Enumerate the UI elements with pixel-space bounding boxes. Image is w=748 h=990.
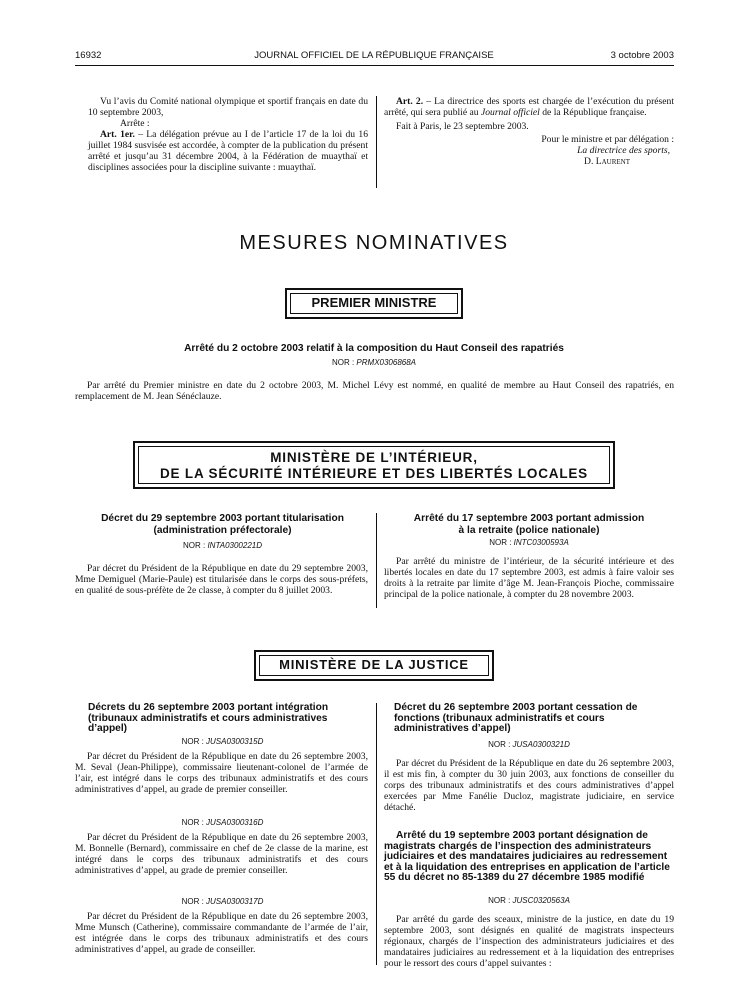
top-right-column (384, 96, 674, 167)
interieur-divider (376, 513, 377, 608)
justice-left-text-3: Par décret du Président de la République en date du 26 septembre 2003, Mme Munsch (Catherine), commissaire commandante de l’armée de l’air, est intégrée dans le corps des tribunaux administratifs et des cours administratives d’appel, au grade de conseiller. (75, 911, 368, 955)
justice-right-text-2: Par arrêté du garde des sceaux, ministre de la justice, en date du 19 septembre 2003, sont désignés en qualité de magistrats inspecteurs régionaux, chargés de l’inspection des administrateurs judiciaires et des mandataires judiciaires au redressement et à la liquidation des entreprises pour le ressort des cours d’appel suivantes : (384, 914, 674, 969)
justice-right-nor-1: NOR : JUSA0300321D (488, 740, 570, 749)
journal-title: JOURNAL OFFICIEL DE LA RÉPUBLIQUE FRANÇAISE (254, 50, 494, 61)
justice-right-nor-2: NOR : JUSC0320563A (488, 896, 570, 905)
header-date: 3 octobre 2003 (610, 50, 674, 61)
premier-text: Par arrêté du Premier ministre en date du 2 octobre 2003, M. Michel Lévy est nommé, en qualité de membre au Haut Conseil des rapatriés, en remplacement de M. Jean Sénéclauze. (75, 380, 674, 402)
signature-line-2: La directrice des sports, (577, 145, 670, 156)
justice-right-title-2: Arrêté du 19 septembre 2003 portant désignation de magistrats chargés de l’inspection des administrateurs judiciaires et des mandataires judiciaires au redressement et à la liquidation des entreprises en application de l’article 55 du décret no 85-1389 du 27 décembre 1985 modifié (384, 830, 670, 883)
interieur-box: MINISTÈRE DE L’INTÉRIEUR, DE LA SÉCURITÉ INTÉRIEURE ET DES LIBERTÉS LOCALES (133, 441, 615, 489)
justice-divider (376, 703, 377, 965)
justice-box: MINISTÈRE DE LA JUSTICE (254, 650, 494, 681)
fait-line: Fait à Paris, le 23 septembre 2003. (396, 121, 529, 132)
arrete-label: Arrête : (120, 118, 150, 129)
header-rule (75, 65, 674, 66)
signature-line-3: D. Laurent (584, 156, 630, 167)
interieur-right-text: Par arrêté du ministre de l’intérieur, de la sécurité intérieure et des libertés locales en date du 17 septembre 2003, est admis à faire valoir ses droits à la retraite par limite d’âge M. Jean-François Pioche, commissaire principal de la police nationale, à compter du 28 novembre 2003. (384, 556, 674, 600)
premier-title: Arrêté du 2 octobre 2003 relatif à la composition du Haut Conseil des rapatriés (184, 343, 564, 354)
justice-left-nor-1: NOR : JUSA0300315D (181, 737, 264, 746)
top-left-column (88, 96, 368, 173)
justice-left-text-2: Par décret du Président de la République en date du 26 septembre 2003, M. Bonnelle (Bernard), commissaire en chef de 2e classe de la marine, est intégré dans le corps des tribunaux administratifs et des cours administratives d’appel, au grade de premier conseiller. (75, 832, 368, 876)
justice-left-nor-2: NOR : JUSA0300316D (181, 818, 264, 827)
justice-right-title-1: Décret du 26 septembre 2003 portant cessation de fonctions (tribunaux administratifs et cours administratives d’appel) (394, 702, 638, 734)
interieur-left-nor: NOR : INTA0300221D (182, 541, 262, 550)
premier-nor: NOR : PRMX0306868A (331, 358, 417, 367)
vu-paragraph: Vu l’avis du Comité national olympique et sportif français en date du 10 septembre 2003, (88, 96, 368, 118)
interieur-left-text: Par décret du Président de la République en date du 29 septembre 2003, Mme Demiguel (Marie-Paule) est titularisée dans le corps des sous-préfets, en qualité de sous-préfète de 2e classe, à compter du 8 juillet 2003. (75, 563, 368, 596)
interieur-left-title: Décret du 29 septembre 2003 portant titularisation (administration préfectorale) (101, 513, 344, 536)
article-1-label: Art. 1er. (100, 129, 135, 140)
interieur-right-title: Arrêté du 17 septembre 2003 portant admission à la retraite (police nationale) (413, 513, 645, 536)
article-1: Art. 1er. – La délégation prévue au I de l’article 17 de la loi du 16 juillet 1984 susvisée est accordée, à compter de la publication du présent arrêté et jusqu’au 31 décembre 2004, à la Fédération de muaythaï et disciplines associées pour la discipline suivante : muaythaï. (88, 129, 368, 173)
interieur-right-nor: NOR : INTC0300593A (489, 538, 569, 547)
justice-left-text-1: Par décret du Président de la République en date du 26 septembre 2003, M. Seval (Jean-Philippe), commissaire lieutenant-colonel de l’armée de l’air, est intégré dans le corps des tribunaux administratifs et des cours administratives d’appel, au grade de premier conseiller. (75, 751, 368, 795)
article-2: Art. 2. – La directrice des sports est chargée de l’exécution du présent arrêté, qui sera publié au Journal officiel de la République française. (384, 96, 674, 118)
page-number: 16932 (75, 50, 102, 61)
signature-line-1: Pour le ministre et par délégation : (541, 134, 674, 145)
justice-left-title: Décrets du 26 septembre 2003 portant intégration (tribunaux administratifs et cours administratives d’appel) (88, 702, 329, 734)
section-title: MESURES NOMINATIVES (239, 232, 509, 254)
justice-left-nor-3: NOR : JUSA0300317D (181, 897, 264, 906)
premier-ministre-box: PREMIER MINISTRE (285, 288, 463, 319)
justice-right-text-1: Par décret du Président de la République en date du 26 septembre 2003, il est mis fin, à compter du 30 juin 2003, aux fonctions de conseiller du corps des tribunaux administratifs et des cours administratives d’appel exercées par Mme Fanélie Ducloz, magistrate judiciaire, en service détaché. (384, 758, 674, 813)
column-divider (376, 96, 377, 188)
